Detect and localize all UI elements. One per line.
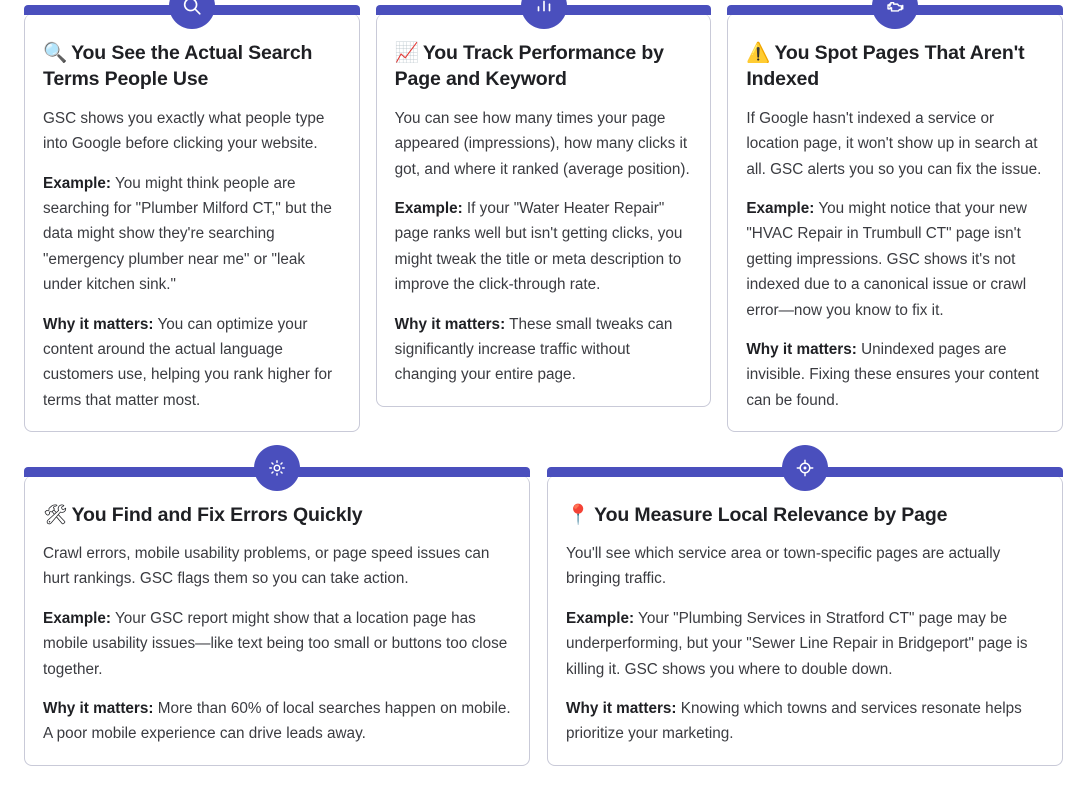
gear-icon [254,445,300,491]
why-label: Why it matters: [394,315,506,333]
warning-emoji: ⚠️ [746,41,771,64]
example-label: Example: [394,200,463,218]
example-label: Example: [566,609,635,627]
why-text: More than 60% of local searches happen on mobile. A poor mobile experience can drive leads away. [43,700,511,743]
feature-card-measure-local-relevance[interactable] [547,476,1063,766]
card-why [395,312,693,388]
card-why [43,312,341,414]
card-example [746,196,1044,323]
example-label: Example: [43,174,112,192]
feature-card-spot-unindexed-pages[interactable] [727,14,1063,432]
card-example [395,196,693,298]
why-label: Why it matters: [746,340,857,358]
bar-chart-icon [521,0,567,29]
why-label: Why it matters: [43,315,154,333]
engine-alert-icon [872,0,918,29]
why-text: These small tweaks can significantly increase traffic without changing your entire page. [394,315,673,384]
example-label: Example: [43,609,112,627]
feature-card-actual-search-terms[interactable] [24,14,360,432]
card-title [746,40,1044,93]
target-crosshair-icon [782,445,828,491]
example-text: Your "Plumbing Services in Stratford CT" page may be underperforming, but your "Sewer Line Repair in Bridgeport" page is killing it. GSC shows you where to double down. [566,609,1028,678]
card-why [566,696,1044,747]
card-why [43,696,511,747]
why-label: Why it matters: [43,700,154,718]
card-title [43,40,341,93]
card-example [43,606,511,682]
example-text: You might think people are searching for "Plumber Milford CT," but the data might show they're searching "emergency plumber near me" or "leak under kitchen sink." [43,174,332,294]
magnifying-glass-emoji: 🔍 [43,41,68,64]
card-intro: You can see how many times your page appeared (impressions), how many clicks it got, and where it ranked (average position). [394,109,690,178]
why-label: Why it matters: [566,700,677,718]
why-text: You can optimize your content around the actual language customers use, helping you rank higher for terms that matter most. [43,315,333,409]
card-row-top [24,14,1063,432]
search-icon [169,0,215,29]
example-text: If your "Water Heater Repair" page ranks well but isn't getting clicks, you might tweak the title or meta description to improve the click-through rate. [394,200,683,294]
card-intro: Crawl errors, mobile usability problems, or page speed issues can hurt rankings. GSC flags them so you can take action. [43,545,490,588]
card-example [43,171,341,298]
example-text: You might notice that your new "HVAC Repair in Trumbull CT" page isn't getting impressions. GSC shows it's not indexed due to a canonical issue or crawl error—now you know to fix it. [746,200,1027,319]
chart-increasing-emoji: 📈 [394,41,419,64]
card-row-bottom [24,476,1063,766]
round-pushpin-emoji: 📍 [566,503,591,527]
example-label: Example: [746,200,815,218]
card-title [395,40,693,93]
hammer-and-wrench-emoji: 🛠 [43,503,68,527]
card-title-text: You Find and Fix Errors Quickly [71,504,363,527]
why-text: Unindexed pages are invisible. Fixing these ensures your content can be found. [746,340,1039,409]
card-intro: GSC shows you exactly what people type into Google before clicking your website. [43,109,325,153]
card-title-text: You See the Actual Search Terms People Use [43,42,313,90]
card-example [566,606,1044,682]
card-title-text: You Track Performance by Page and Keyword [394,42,664,90]
why-text: Knowing which towns and services resonate helps prioritize your marketing. [566,700,1022,743]
card-title-text: You Spot Pages That Aren't Indexed [746,42,1025,90]
feature-card-find-fix-errors[interactable] [24,476,530,766]
card-intro: You'll see which service area or town-specific pages are actually bringing traffic. [566,545,1001,588]
card-title [566,502,1044,529]
card-intro: If Google hasn't indexed a service or location page, it won't show up in search at all. GSC alerts you so you can fix the issue. [746,109,1042,178]
feature-card-track-performance[interactable] [376,14,712,407]
card-title [43,502,511,529]
card-title-text: You Measure Local Relevance by Page [594,504,948,527]
card-why [746,337,1044,413]
example-text: Your GSC report might show that a location page has mobile usability issues—like text being too small or buttons too close together. [43,609,508,678]
